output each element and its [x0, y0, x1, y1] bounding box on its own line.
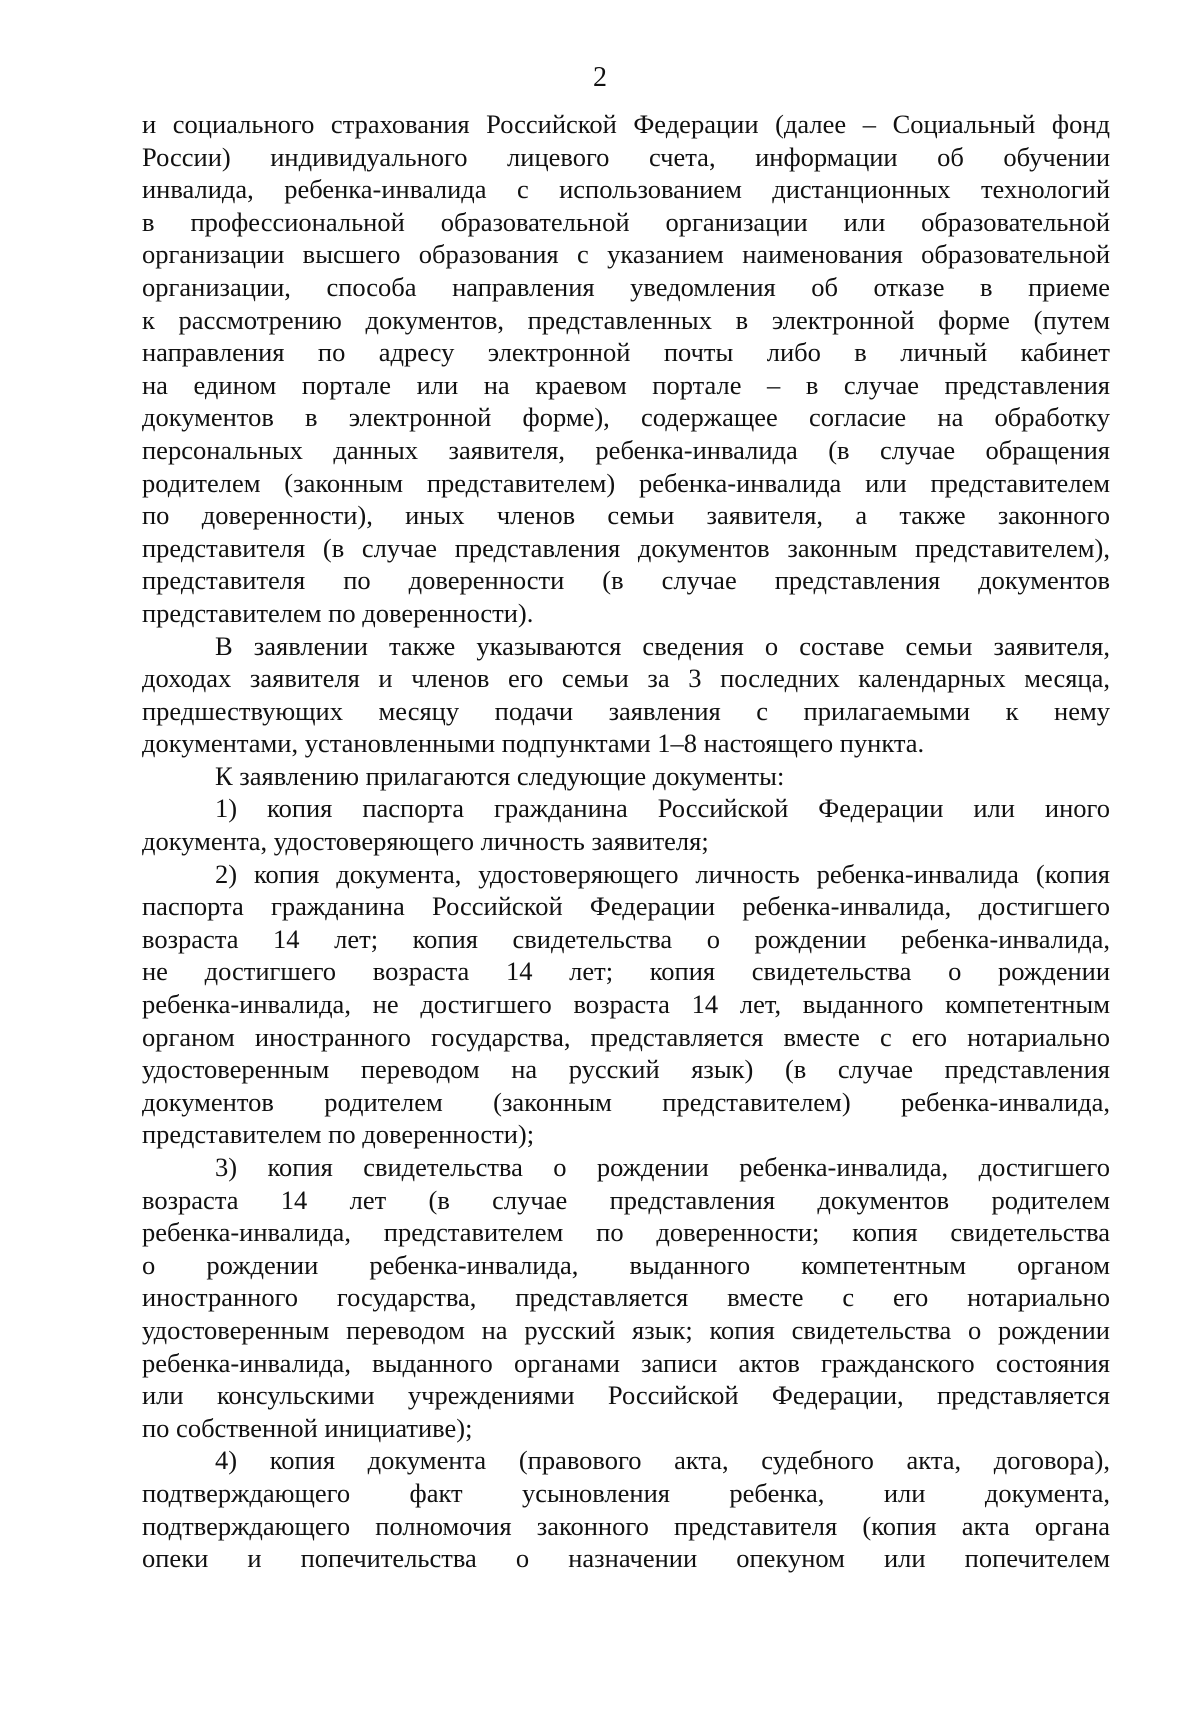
- text-line: иностранного государства, представляется вместе с его нотариально: [142, 1282, 1110, 1313]
- text-line: подтверждающего факт усыновления ребенка, или документа,: [142, 1477, 1110, 1508]
- text-line: по доверенности), иных членов семьи заявителя, а также законного: [142, 500, 1110, 531]
- text-line: в профессиональной образовательной организации или образовательной: [142, 206, 1110, 237]
- text-line: доходах заявителя и членов его семьи за 3 последних календарных месяца,: [142, 663, 1110, 694]
- text-line: удостоверенным переводом на русский язык; копия свидетельства о рождении: [142, 1314, 1110, 1345]
- text-line: на едином портале или на краевом портале – в случае представления: [142, 369, 1110, 400]
- text-line: 1) копия паспорта гражданина Российской Федерации или иного: [215, 793, 1110, 824]
- text-line: персональных данных заявителя, ребенка-инвалида (в случае обращения: [142, 434, 1110, 465]
- text-line: по собственной инициативе);: [142, 1412, 473, 1443]
- text-line: представителем по доверенности).: [142, 597, 534, 628]
- text-line: В заявлении также указываются сведения о составе семьи заявителя,: [215, 630, 1110, 661]
- text-line: представителя по доверенности (в случае представления документов: [142, 565, 1110, 596]
- text-line: возраста 14 лет; копия свидетельства о рождении ребенка-инвалида,: [142, 923, 1110, 954]
- text-line: и социального страхования Российской Федерации (далее – Социальный фонд: [142, 109, 1110, 139]
- text-line: 2) копия документа, удостоверяющего личность ребенка-инвалида (копия: [215, 858, 1110, 889]
- text-line: представителя (в случае представления документов законным представителем),: [142, 532, 1110, 563]
- text-line: России) индивидуального лицевого счета, информации об обучении: [142, 141, 1110, 172]
- text-line: направления по адресу электронной почты либо в личный кабинет: [142, 337, 1110, 368]
- text-line: 4) копия документа (правового акта, судебного акта, договора),: [215, 1445, 1110, 1476]
- text-line: ребенка-инвалида, не достигшего возраста 14 лет, выданного компетентным: [142, 989, 1110, 1020]
- text-line: к рассмотрению документов, представленных в электронной форме (путем: [142, 304, 1110, 335]
- page-number: 2: [593, 62, 607, 93]
- text-line: возраста 14 лет (в случае представления документов родителем: [142, 1184, 1110, 1215]
- text-line: подтверждающего полномочия законного представителя (копия акта органа: [142, 1510, 1110, 1541]
- text-line: представителем по доверенности);: [142, 1119, 535, 1150]
- text-line: документа, удостоверяющего личность заявителя;: [142, 826, 709, 857]
- text-line: К заявлению прилагаются следующие документы:: [215, 760, 785, 791]
- text-line: инвалида, ребенка-инвалида с использованием дистанционных технологий: [142, 174, 1110, 205]
- text-line: не достигшего возраста 14 лет; копия свидетельства о рождении: [142, 956, 1110, 987]
- text-line: родителем (законным представителем) ребенка-инвалида или представителем: [142, 467, 1110, 498]
- text-line: о рождении ребенка-инвалида, выданного компетентным органом: [142, 1249, 1110, 1280]
- text-line: или консульскими учреждениями Российской Федерации, представляется: [142, 1380, 1110, 1411]
- text-line: документами, установленными подпунктами 1–8 настоящего пункта.: [142, 728, 925, 759]
- text-line: опеки и попечительства о назначении опекуном или попечителем: [142, 1543, 1110, 1574]
- text-line: ребенка-инвалида, представителем по доверенности; копия свидетельства: [142, 1217, 1110, 1248]
- text-line: организации высшего образования с указанием наименования образовательной: [142, 239, 1110, 270]
- text-line: документов в электронной форме), содержащее согласие на обработку: [142, 402, 1110, 433]
- text-line: паспорта гражданина Российской Федерации ребенка-инвалида, достигшего: [142, 891, 1110, 922]
- document-body: [142, 108, 1110, 1575]
- text-line: 3) копия свидетельства о рождении ребенка-инвалида, достигшего: [215, 1152, 1110, 1182]
- text-line: ребенка-инвалида, выданного органами записи актов гражданского состояния: [142, 1347, 1110, 1378]
- text-line: органом иностранного государства, представляется вместе с его нотариально: [142, 1021, 1110, 1052]
- text-line: предшествующих месяцу подачи заявления с прилагаемыми к нему: [142, 695, 1110, 726]
- text-line: организации, способа направления уведомления об отказе в приеме: [142, 271, 1110, 302]
- text-line: удостоверенным переводом на русский язык) (в случае представления: [142, 1054, 1110, 1085]
- text-line: документов родителем (законным представителем) ребенка-инвалида,: [142, 1086, 1110, 1117]
